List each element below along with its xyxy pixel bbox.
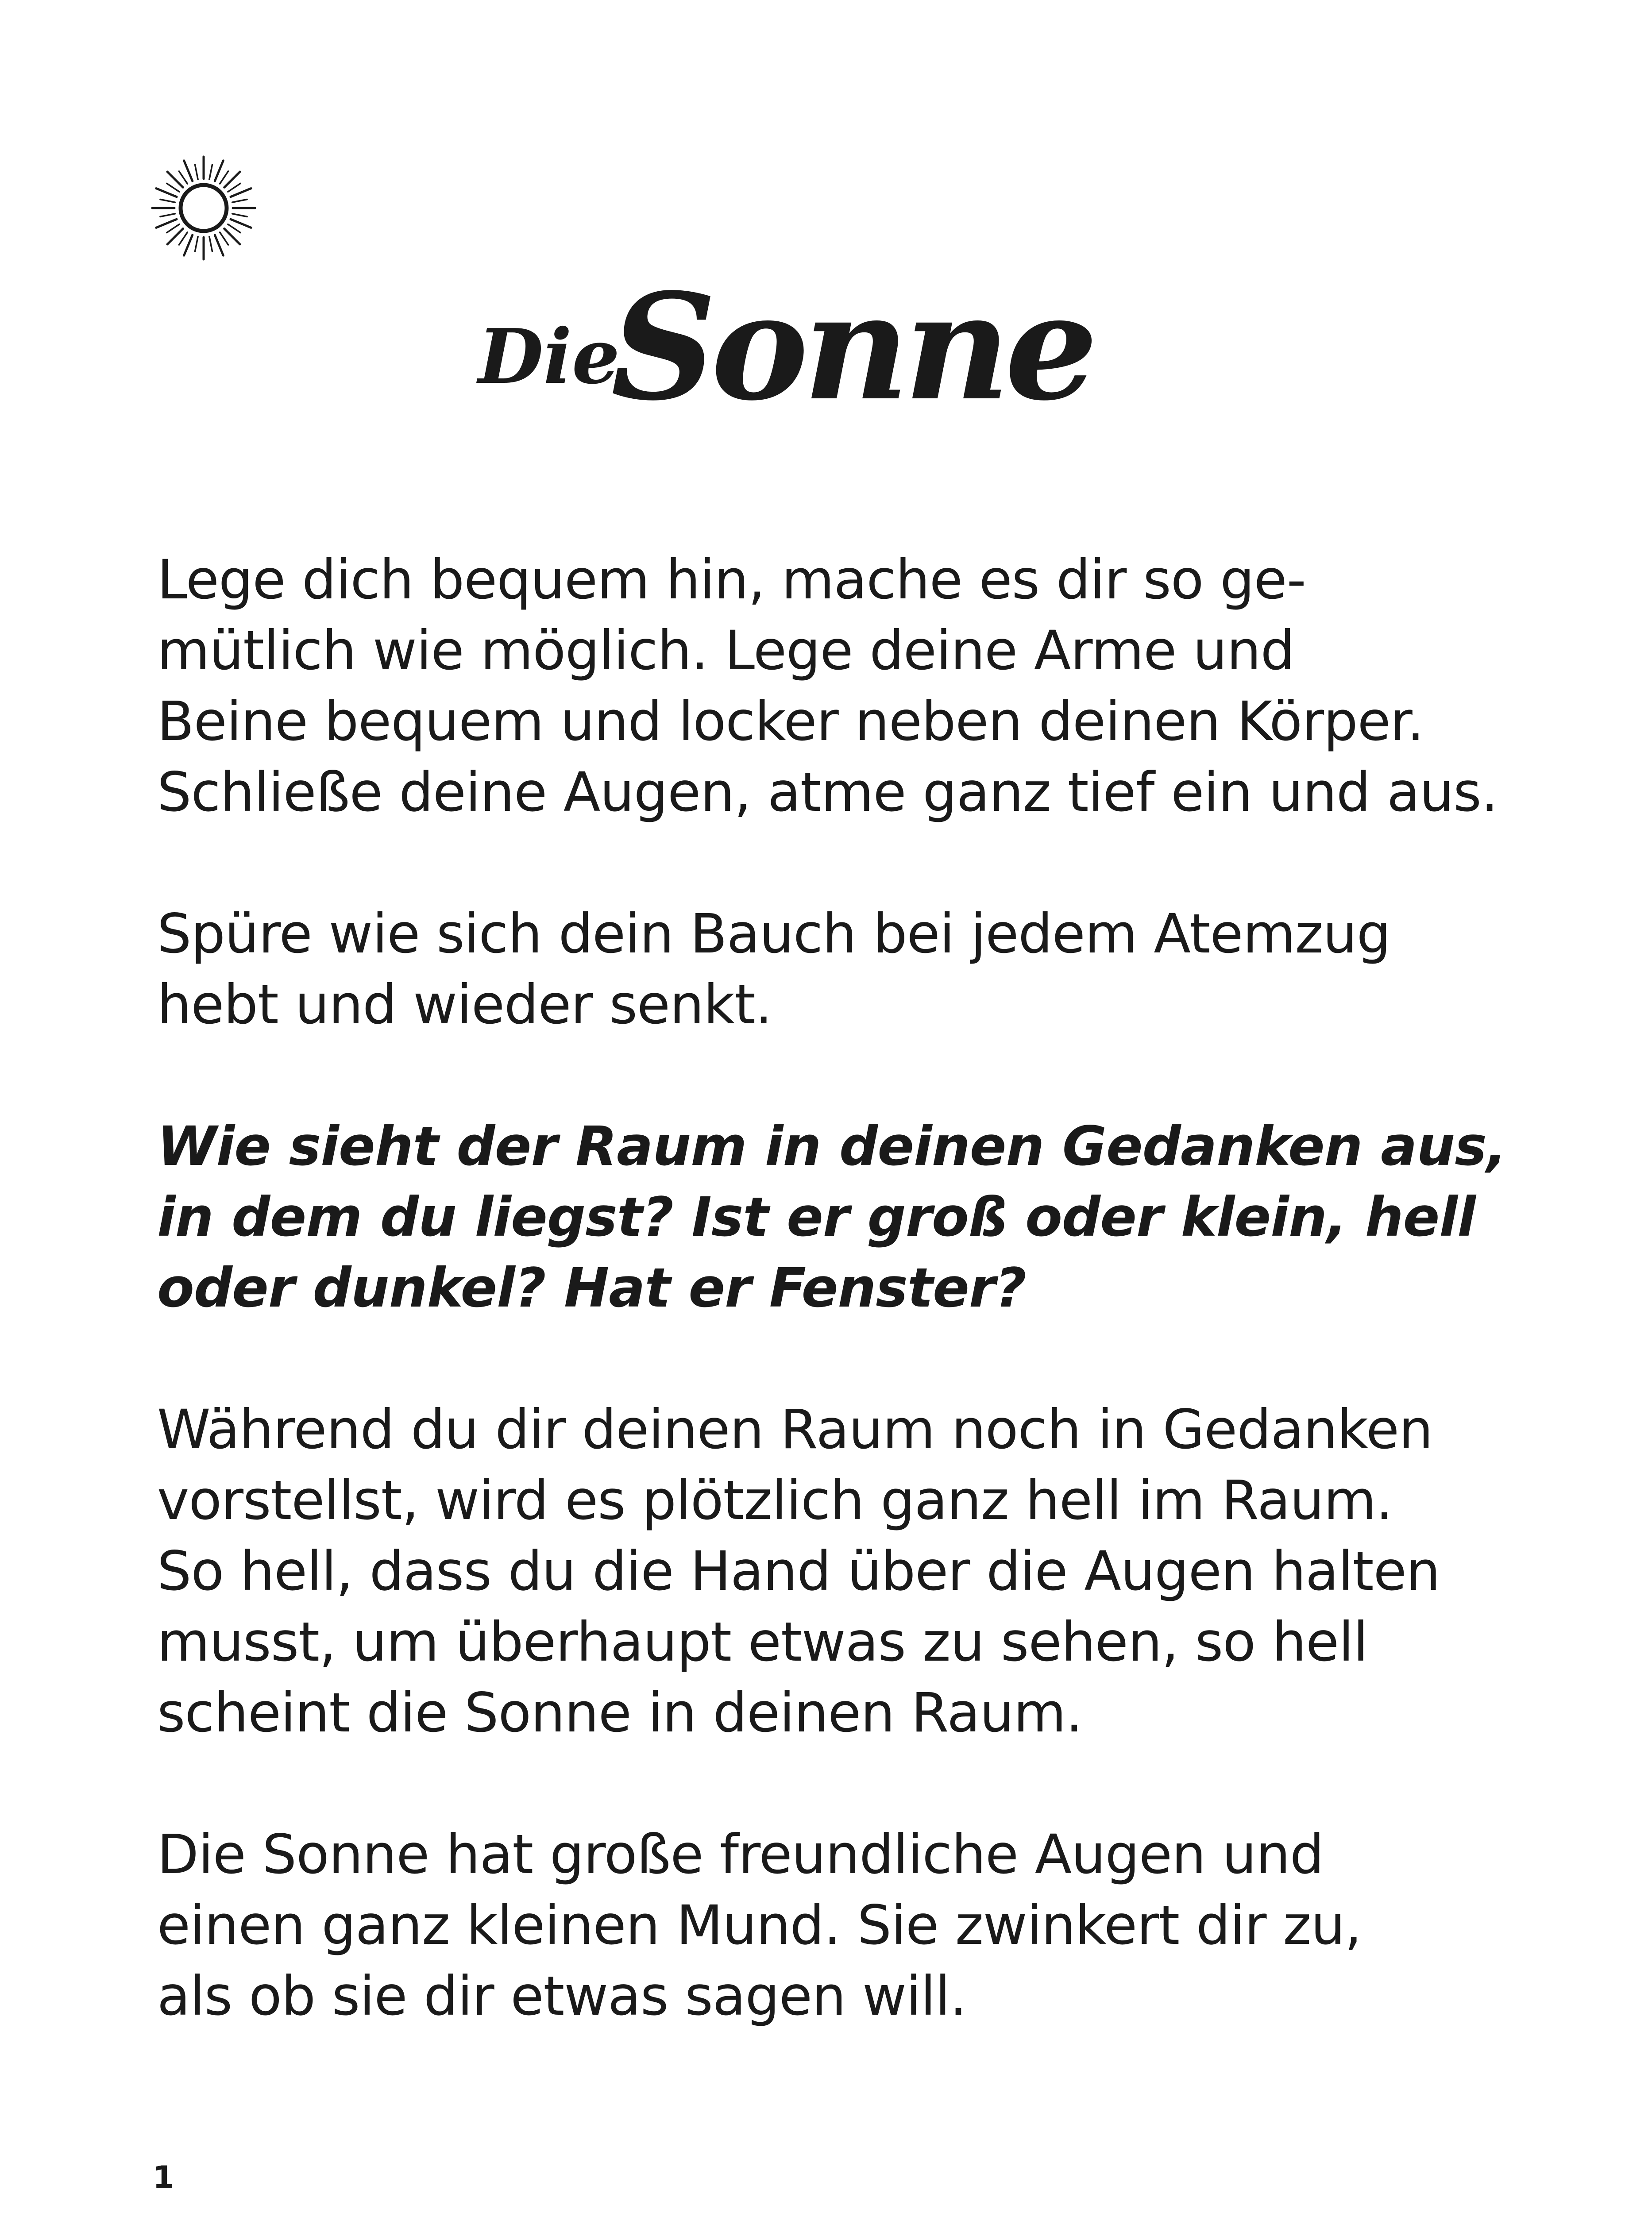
- text-line: Während du dir deinen Raum noch in Gedanken: [157, 1398, 1433, 1461]
- text-line: Beine bequem und locker neben deinen Körper.: [157, 690, 1424, 753]
- text-line: Spüre wie sich dein Bauch bei jedem Atemzug: [157, 902, 1391, 965]
- sun-ray: [167, 183, 179, 192]
- sun-ray: [209, 237, 212, 251]
- paragraph-4: [157, 1394, 1485, 1748]
- sun-ray: [209, 165, 212, 179]
- text-line: vorstellst, wird es plötzlich ganz hell im Raum.: [157, 1469, 1393, 1532]
- sun-ray: [167, 224, 179, 233]
- paragraph-2: [157, 898, 1485, 1040]
- text-line: musst, um überhaupt etwas zu sehen, so hell: [157, 1611, 1368, 1673]
- text-line: scheint die Sonne in deinen Raum.: [157, 1681, 1083, 1744]
- paragraph-5: [157, 1819, 1485, 2032]
- sun-ray: [231, 219, 251, 227]
- text-line: in dem du liegst? Ist er groß oder klein, hell: [157, 1186, 1476, 1249]
- sun-ray: [160, 199, 175, 202]
- text-line: hebt und wieder senkt.: [157, 973, 772, 1036]
- sun-ray: [179, 171, 187, 184]
- sun-ray: [228, 183, 240, 192]
- sun-icon: [151, 155, 257, 261]
- sun-ray: [220, 171, 228, 184]
- sun-ray: [184, 235, 193, 255]
- sun-ray: [215, 161, 223, 181]
- sun-ray: [228, 224, 240, 233]
- sun-ray: [232, 214, 247, 217]
- text-line: So hell, dass du die Hand über die Augen halten: [157, 1540, 1440, 1603]
- text-line: Die Sonne hat große freundliche Augen und: [157, 1823, 1324, 1886]
- paragraph-1: [157, 544, 1498, 828]
- sun-ray: [184, 161, 193, 181]
- sun-ray: [232, 199, 247, 202]
- sun-ray: [179, 232, 187, 245]
- text-line: als ob sie dir etwas sagen will.: [157, 1965, 967, 2028]
- body-text: [157, 544, 1507, 2032]
- text-line: oder dunkel? Hat er Fenster?: [157, 1257, 1026, 1319]
- title-small: Die: [478, 312, 620, 401]
- title-large: Sonne: [611, 261, 1093, 433]
- text-line: mütlich wie möglich. Lege deine Arme und: [157, 619, 1295, 682]
- sun-ray: [220, 232, 228, 245]
- sun-ray: [195, 165, 198, 179]
- text-line: Wie sieht der Raum in deinen Gedanken aus,: [157, 1115, 1507, 1178]
- text-line: Lege dich bequem hin, mache es dir so ge-: [157, 548, 1306, 611]
- sun-ray: [156, 189, 177, 197]
- sun-ray: [156, 219, 177, 227]
- text-line: einen ganz kleinen Mund. Sie zwinkert dir zu,: [157, 1894, 1362, 1957]
- sun-ray: [215, 235, 223, 255]
- page-number: 1: [153, 2159, 174, 2196]
- paragraph-question: [157, 1111, 1507, 1323]
- page-title: [478, 248, 1093, 451]
- text-line: Schließe deine Augen, atme ganz tief ein und aus.: [157, 761, 1498, 824]
- sun-ray: [160, 214, 175, 217]
- sun-ray: [231, 189, 251, 197]
- sun-ray: [195, 237, 198, 251]
